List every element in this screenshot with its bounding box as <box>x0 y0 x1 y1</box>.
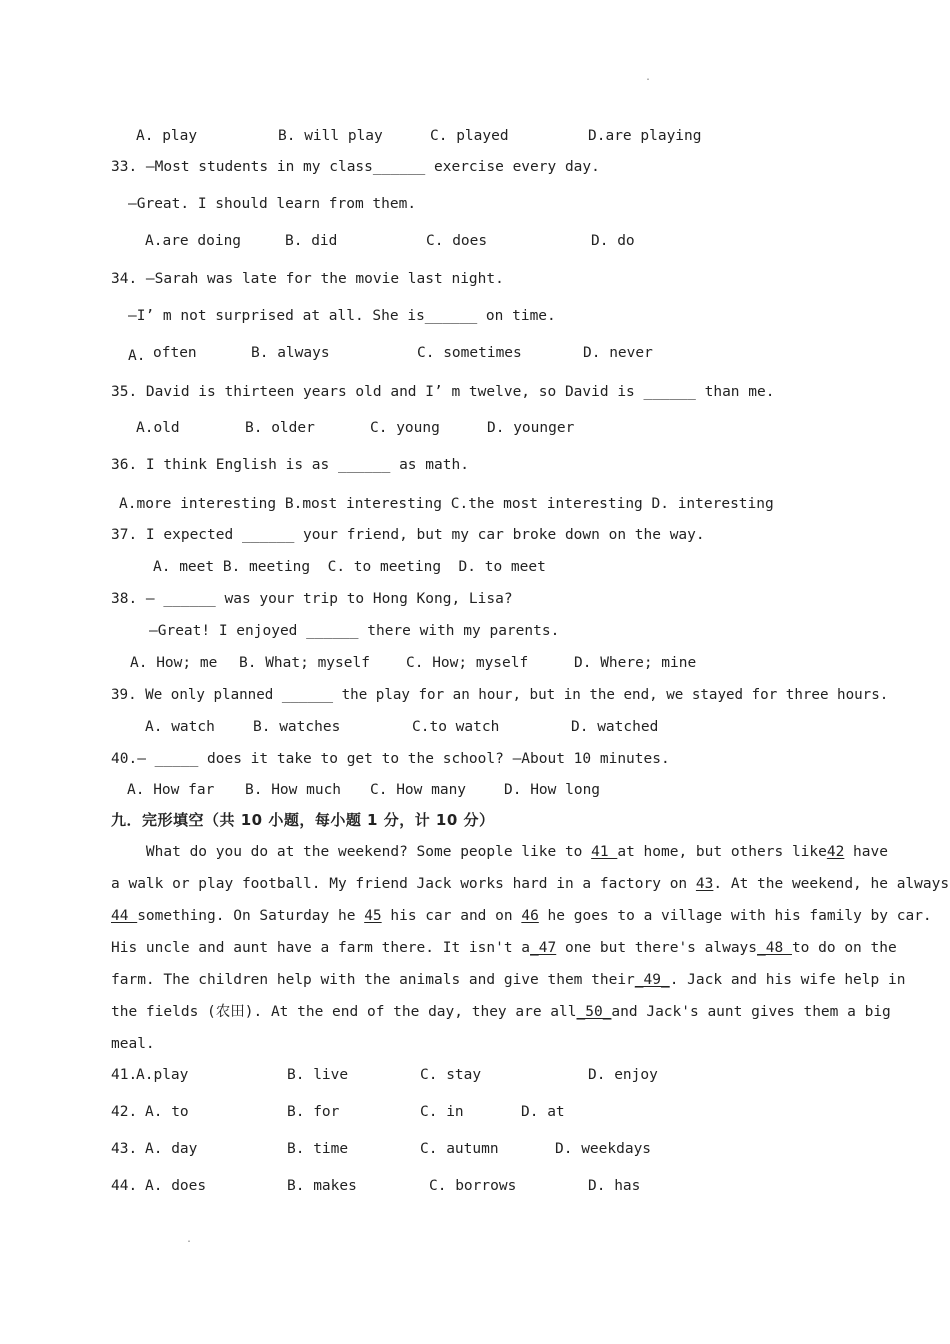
option-b: B. makes <box>287 1178 357 1194</box>
option-a-letter: A. <box>128 348 146 364</box>
option-b: B. watches <box>253 719 341 735</box>
item-number: 44. <box>111 1178 138 1194</box>
option-d: D. enjoy <box>588 1067 658 1083</box>
question-text: 36. I think English is as ______ as math. <box>111 457 469 473</box>
blank-42: 42 <box>826 844 845 860</box>
passage-line-6: the fields (农田). At the end of the day, they are all_50_and Jack's aunt gives them a big <box>111 1004 891 1020</box>
blank-44: 44 <box>111 908 138 924</box>
blank-41: 41 <box>591 844 618 860</box>
option-b: B. did <box>285 233 338 249</box>
option-c: C. in <box>420 1104 464 1120</box>
blank-45: 45 <box>364 908 382 924</box>
option-c: C. stay <box>420 1067 482 1083</box>
option-c: C.to watch <box>412 719 500 735</box>
option-d: D.are playing <box>588 128 702 144</box>
option-a: A. to <box>145 1104 189 1120</box>
option-b: B. time <box>287 1141 349 1157</box>
blank-46: 46 <box>521 908 539 924</box>
option-a: A.old <box>136 420 180 436</box>
option-b: B. for <box>287 1104 340 1120</box>
item-number: 41. <box>111 1067 138 1083</box>
passage-line-7: meal. <box>111 1036 155 1052</box>
option-a: A. watch <box>145 719 215 735</box>
option-a: A. How; me <box>130 655 218 671</box>
option-a: A.are doing <box>145 233 242 249</box>
option-d: D. younger <box>487 420 575 436</box>
passage-line-1: What do you do at the weekend? Some people like to 41 at home, but others like42 have <box>111 844 888 860</box>
options-line: A. meet B. meeting C. to meeting D. to meet <box>153 559 546 575</box>
option-b: B. always <box>251 345 330 361</box>
option-d: D. Where; mine <box>574 655 697 671</box>
option-b: B. live <box>287 1067 349 1083</box>
option-b: B. How much <box>245 782 342 798</box>
option-c: C. young <box>370 420 440 436</box>
option-c: C. sometimes <box>417 345 522 361</box>
blank-48: _48 <box>757 940 792 956</box>
question-text: 35. David is thirteen years old and I’ m twelve, so David is ______ than me. <box>111 384 775 400</box>
blank-50: _50_ <box>576 1004 612 1020</box>
option-d: D. How long <box>504 782 601 798</box>
item-number: 42. <box>111 1104 138 1120</box>
item-number: 43. <box>111 1141 138 1157</box>
question-text: 39. We only planned ______ the play for an hour, but in the end, we stayed for three hours. <box>111 687 889 703</box>
option-d: D. has <box>588 1178 641 1194</box>
option-a: A. How far <box>127 782 215 798</box>
option-a: often <box>153 345 197 361</box>
section-heading: 九．完形填空（共 10 小题，每小题 1 分，计 10 分） <box>111 811 495 829</box>
option-a: A.play <box>136 1067 189 1083</box>
passage-line-5: farm. The children help with the animals and give them their_49_. Jack and his wife help in <box>111 972 906 988</box>
question-text: 34. —Sarah was late for the movie last night. <box>111 271 504 287</box>
passage-line-4: His uncle and aunt have a farm there. It isn't a_47 one but there's always_48 to do on the <box>111 940 897 956</box>
option-c: C. borrows <box>429 1178 517 1194</box>
option-d: D. weekdays <box>555 1141 652 1157</box>
page-mark: . <box>645 72 652 83</box>
option-c: C. autumn <box>420 1141 499 1157</box>
passage-line-3: 44 something. On Saturday he 45 his car and on 46 he goes to a village with his family by car. <box>111 908 932 924</box>
option-b: B. What; myself <box>239 655 370 671</box>
page-mark: . <box>186 1234 193 1245</box>
question-text: 38. — ______ was your trip to Hong Kong, Lisa? <box>111 591 513 607</box>
option-c: C. played <box>430 128 509 144</box>
option-d: D. watched <box>571 719 659 735</box>
option-a: A. play <box>136 128 198 144</box>
blank-43: 43 <box>695 876 714 892</box>
option-d: D. at <box>521 1104 565 1120</box>
blank-47: _47 <box>530 940 557 956</box>
option-a: A. does <box>145 1178 207 1194</box>
option-b: B. older <box>245 420 315 436</box>
answer-text: —Great! I enjoyed ______ there with my parents. <box>149 623 560 639</box>
option-a: A. day <box>145 1141 198 1157</box>
option-c: C. does <box>426 233 488 249</box>
blank-49: _49_ <box>634 972 670 988</box>
answer-text: —I’ m not surprised at all. She is______ on time. <box>128 308 556 324</box>
option-b: B. will play <box>278 128 383 144</box>
answer-text: —Great. I should learn from them. <box>128 196 417 212</box>
option-c: C. How many <box>370 782 467 798</box>
passage-line-2: a walk or play football. My friend Jack works hard in a factory on 43. At the weekend, he always <box>111 876 950 892</box>
question-text: 40.— _____ does it take to get to the school? —About 10 minutes. <box>111 751 670 767</box>
option-c: C. How; myself <box>406 655 529 671</box>
option-d: D. do <box>591 233 635 249</box>
question-text: 33. —Most students in my class______ exercise every day. <box>111 159 600 175</box>
question-text: 37. I expected ______ your friend, but my car broke down on the way. <box>111 527 705 543</box>
options-line: A.more interesting B.most interesting C.the most interesting D. interesting <box>119 496 774 512</box>
option-d: D. never <box>583 345 653 361</box>
